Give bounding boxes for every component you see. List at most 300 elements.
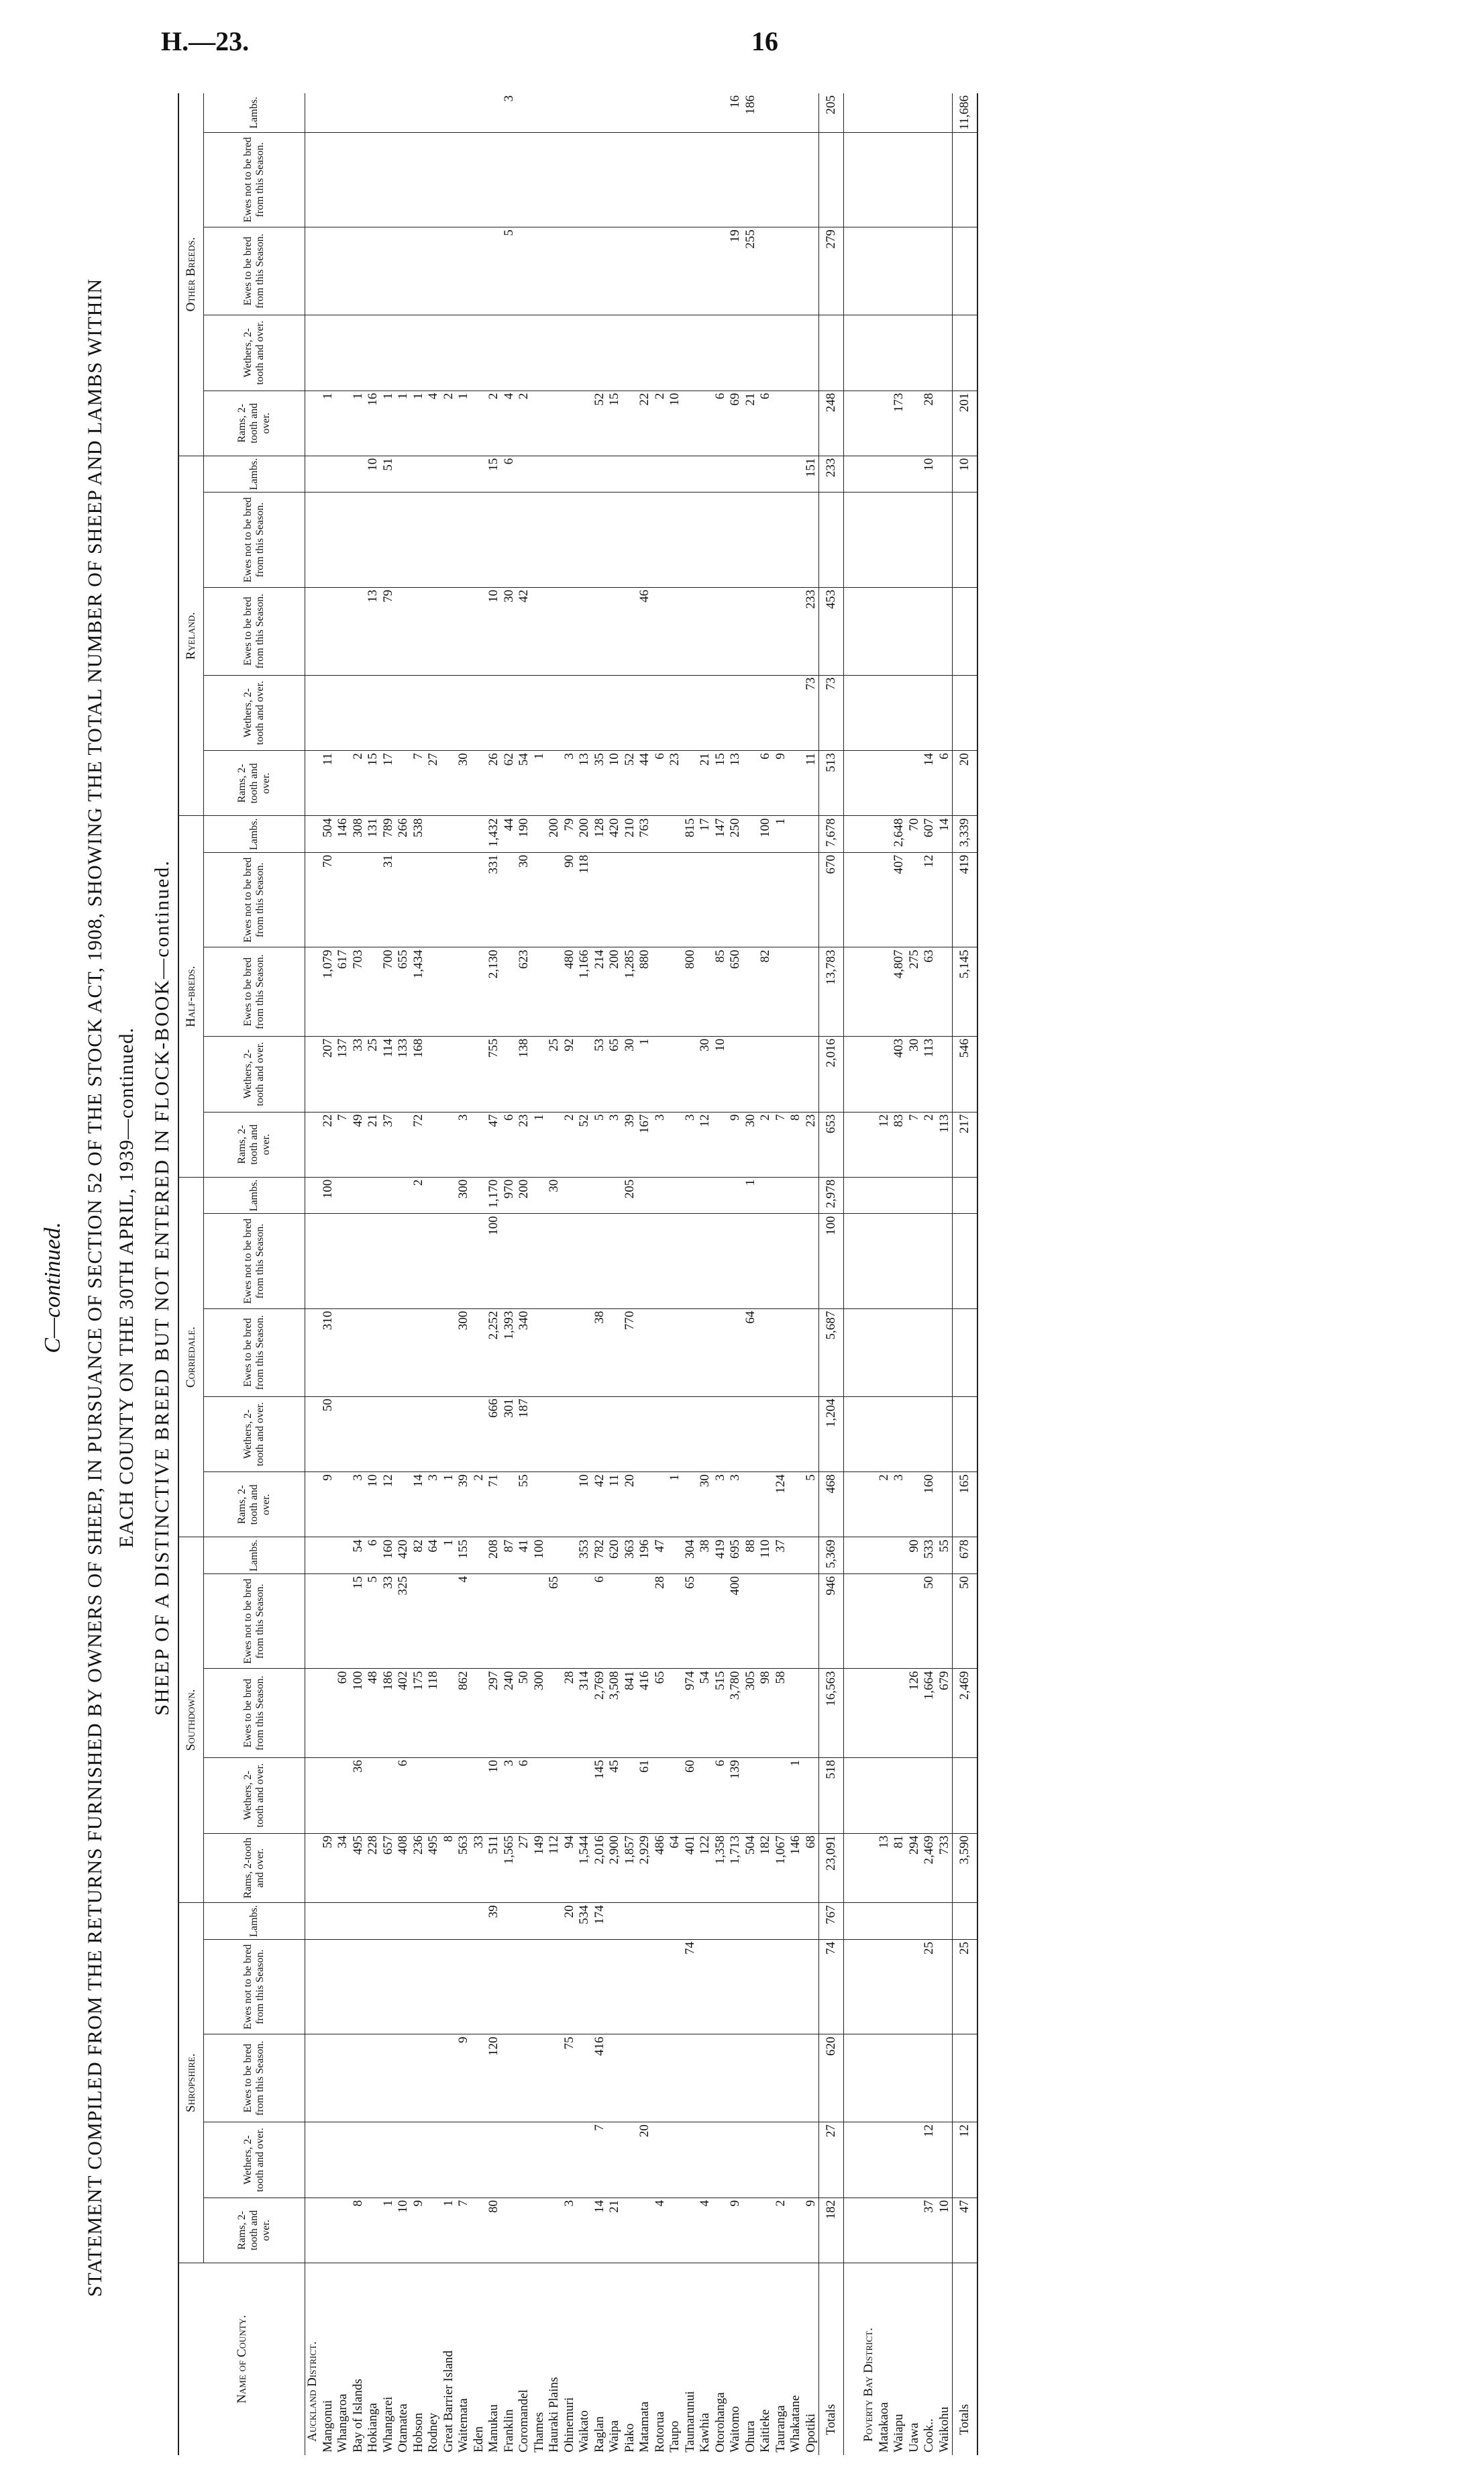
value-cell	[335, 1177, 351, 1214]
value-cell	[321, 1669, 336, 1757]
value-cell	[607, 1177, 623, 1214]
value-cell	[804, 1308, 819, 1396]
empty-cell	[305, 132, 321, 227]
value-cell	[351, 227, 366, 315]
value-cell	[937, 675, 953, 751]
value-cell: 1,544	[577, 1833, 592, 1903]
value-cell	[788, 1308, 804, 1396]
total-cell: 182	[819, 2197, 844, 2263]
spacer-cell	[844, 1214, 862, 1308]
value-cell	[472, 1036, 487, 1112]
value-cell	[892, 675, 907, 751]
empty-cell	[305, 587, 321, 675]
value-cell	[547, 2197, 562, 2263]
table-row	[607, 93, 623, 2455]
value-cell	[426, 1939, 441, 2034]
value-cell: 1	[396, 391, 411, 456]
value-cell	[547, 315, 562, 391]
value-cell	[335, 587, 351, 675]
value-cell	[668, 493, 683, 587]
value-cell	[623, 1757, 638, 1833]
value-cell	[472, 1396, 487, 1472]
value-cell	[668, 587, 683, 675]
value-cell	[937, 132, 953, 227]
value-cell	[562, 1214, 578, 1308]
value-cell	[937, 1308, 953, 1396]
value-cell	[683, 1903, 698, 1940]
value-cell	[517, 227, 532, 315]
column-subheader: Ewes not to be bred from this Season.	[204, 493, 305, 587]
value-cell	[351, 456, 366, 493]
county-name: Tauranga	[773, 2405, 788, 2452]
value-cell	[743, 1939, 759, 2034]
page-header	[161, 25, 1402, 66]
value-cell	[366, 93, 381, 132]
value-cell: 700	[381, 947, 396, 1036]
value-cell: 23	[668, 751, 683, 816]
caption-line-2: EACH COUNTY ON THE 30TH APRIL, 1939—continued.	[115, 1027, 138, 1548]
value-cell	[472, 853, 487, 947]
value-cell: 30	[547, 1177, 562, 1214]
value-cell	[472, 751, 487, 816]
value-cell	[668, 1308, 683, 1396]
value-cell: 38	[698, 1537, 713, 1574]
column-subheader: Rams, 2-tooth and over.	[204, 2197, 305, 2263]
value-cell	[758, 587, 774, 675]
value-cell	[532, 853, 547, 947]
value-cell	[592, 456, 608, 493]
value-cell	[411, 1308, 427, 1396]
value-cell	[698, 1573, 713, 1668]
value-cell: 14	[592, 2197, 608, 2263]
value-cell	[502, 315, 517, 391]
value-cell	[743, 1757, 759, 1833]
value-cell: 3	[683, 1112, 698, 1177]
value-cell	[774, 1214, 789, 1308]
value-cell: 50	[922, 1573, 937, 1668]
value-cell	[562, 1308, 578, 1396]
table-row	[381, 93, 396, 2455]
spacer-cell	[844, 2197, 862, 2263]
value-cell: 30	[456, 751, 472, 816]
value-cell	[804, 1573, 819, 1668]
value-cell	[441, 1214, 457, 1308]
value-cell: 300	[456, 1308, 472, 1396]
value-cell	[335, 315, 351, 391]
value-cell: 149	[532, 1833, 547, 1903]
value-cell	[877, 947, 892, 1036]
value-cell	[562, 1939, 578, 2034]
value-cell: 331	[486, 853, 502, 947]
value-cell: 30	[502, 587, 517, 675]
value-cell: 52	[592, 391, 608, 456]
value-cell	[456, 227, 472, 315]
value-cell	[892, 2034, 907, 2122]
county-name: Matamata	[637, 2401, 651, 2452]
value-cell	[351, 1939, 366, 2034]
value-cell	[547, 493, 562, 587]
value-cell: 3,780	[728, 1669, 743, 1757]
value-cell	[577, 93, 592, 132]
value-cell	[788, 456, 804, 493]
value-cell	[788, 1903, 804, 1940]
value-cell	[668, 816, 683, 853]
value-cell: 25	[366, 1036, 381, 1112]
value-cell: 403	[892, 1036, 907, 1112]
value-cell	[472, 2034, 487, 2122]
value-cell	[335, 675, 351, 751]
total-cell	[953, 1214, 978, 1308]
district-name: Poverty Bay District.	[861, 2328, 876, 2442]
value-cell	[637, 1472, 653, 1537]
value-cell	[486, 1939, 502, 2034]
value-cell	[758, 1757, 774, 1833]
value-cell: 34	[335, 1833, 351, 1903]
value-cell	[381, 675, 396, 751]
column-subheader: Lambs.	[204, 1537, 305, 1574]
value-cell	[592, 1177, 608, 1214]
total-cell: 546	[953, 1036, 978, 1112]
value-cell: 17	[381, 751, 396, 816]
table-row	[532, 93, 547, 2455]
spacer-cell	[844, 1396, 862, 1472]
value-cell: 118	[426, 1669, 441, 1757]
value-cell	[577, 1573, 592, 1668]
value-cell: 970	[502, 1177, 517, 1214]
value-cell	[351, 587, 366, 675]
total-cell: 11,686	[953, 93, 978, 132]
value-cell	[607, 675, 623, 751]
spacer-cell	[844, 853, 862, 947]
value-cell	[381, 2122, 396, 2198]
value-cell	[877, 315, 892, 391]
value-cell	[456, 853, 472, 947]
value-cell	[788, 947, 804, 1036]
value-cell	[683, 1472, 698, 1537]
county-name: Waikohu	[937, 2406, 951, 2452]
value-cell	[892, 315, 907, 391]
value-cell	[456, 1396, 472, 1472]
value-cell: 61	[637, 1757, 653, 1833]
value-cell	[653, 1308, 668, 1396]
breed-header: Ryeland.	[178, 456, 204, 816]
value-cell	[486, 93, 502, 132]
value-cell	[381, 1757, 396, 1833]
value-cell	[713, 587, 729, 675]
value-cell: 755	[486, 1036, 502, 1112]
value-cell: 308	[351, 816, 366, 853]
value-cell	[381, 1177, 396, 1214]
value-cell	[698, 391, 713, 456]
value-cell	[804, 132, 819, 227]
value-cell: 33	[381, 1573, 396, 1668]
value-cell: 9	[728, 1112, 743, 1177]
value-cell	[517, 1939, 532, 2034]
value-cell: 1	[637, 1036, 653, 1112]
empty-cell	[861, 816, 877, 853]
value-cell: 310	[321, 1308, 336, 1396]
value-cell	[698, 587, 713, 675]
value-cell: 4	[698, 2197, 713, 2263]
value-cell	[517, 1573, 532, 1668]
value-cell	[562, 391, 578, 456]
value-cell	[683, 1308, 698, 1396]
value-cell	[728, 456, 743, 493]
value-cell	[517, 2197, 532, 2263]
value-cell: 33	[472, 1833, 487, 1903]
value-cell	[381, 1396, 396, 1472]
value-cell: 65	[683, 1573, 698, 1668]
value-cell	[743, 2197, 759, 2263]
value-cell	[653, 1472, 668, 1537]
value-cell	[804, 816, 819, 853]
value-cell: 9	[774, 751, 789, 816]
value-cell	[758, 1939, 774, 2034]
value-cell	[441, 816, 457, 853]
value-cell	[486, 675, 502, 751]
value-cell	[547, 947, 562, 1036]
value-cell	[577, 1177, 592, 1214]
value-cell	[728, 587, 743, 675]
value-cell	[547, 227, 562, 315]
value-cell: 2	[517, 391, 532, 456]
value-cell	[472, 1573, 487, 1668]
value-cell	[486, 227, 502, 315]
spacer-cell	[844, 1669, 862, 1757]
value-cell	[517, 315, 532, 391]
total-cell	[819, 315, 844, 391]
value-cell	[623, 456, 638, 493]
value-cell	[517, 675, 532, 751]
value-cell	[456, 1036, 472, 1112]
value-cell: 128	[592, 816, 608, 853]
county-name: Waikato	[577, 2410, 591, 2452]
value-cell: 20	[623, 1472, 638, 1537]
value-cell: 21	[698, 751, 713, 816]
value-cell	[892, 132, 907, 227]
value-cell	[441, 1573, 457, 1668]
table-row	[758, 93, 774, 2455]
value-cell: 1	[532, 751, 547, 816]
value-cell: 3	[562, 2197, 578, 2263]
value-cell	[502, 2122, 517, 2198]
value-cell: 408	[396, 1833, 411, 1903]
empty-cell	[861, 2197, 877, 2263]
value-cell: 94	[562, 1833, 578, 1903]
value-cell	[907, 132, 922, 227]
empty-cell	[305, 1036, 321, 1112]
page-reference: H.—23.	[161, 26, 250, 56]
empty-cell	[305, 391, 321, 456]
county-name: Rotorua	[652, 2411, 667, 2452]
value-cell	[532, 1214, 547, 1308]
value-cell: 420	[396, 1537, 411, 1574]
value-cell: 190	[517, 816, 532, 853]
value-cell: 187	[517, 1396, 532, 1472]
county-name: Waitomo	[728, 2406, 742, 2452]
value-cell	[411, 1939, 427, 2034]
value-cell	[668, 315, 683, 391]
county-name: Hokianga	[366, 2403, 380, 2452]
value-cell	[698, 675, 713, 751]
value-cell	[698, 1214, 713, 1308]
value-cell: 63	[922, 947, 937, 1036]
value-cell	[592, 132, 608, 227]
value-cell: 60	[683, 1757, 698, 1833]
value-cell: 233	[804, 587, 819, 675]
value-cell	[788, 1177, 804, 1214]
value-cell	[472, 2122, 487, 2198]
value-cell	[607, 587, 623, 675]
spacer-cell	[844, 1939, 862, 2034]
value-cell	[517, 1214, 532, 1308]
value-cell	[758, 1573, 774, 1668]
value-cell	[668, 227, 683, 315]
county-name: Bay of Islands	[350, 2379, 365, 2452]
value-cell	[486, 1573, 502, 1668]
value-cell: 504	[321, 816, 336, 853]
value-cell	[743, 1396, 759, 1472]
spacer-cell	[844, 1573, 862, 1668]
value-cell	[547, 93, 562, 132]
value-cell	[456, 1939, 472, 2034]
value-cell	[804, 947, 819, 1036]
value-cell: 480	[562, 947, 578, 1036]
value-cell	[502, 493, 517, 587]
value-cell	[335, 1757, 351, 1833]
value-cell: 20	[637, 2122, 653, 2198]
value-cell: 71	[486, 1472, 502, 1537]
value-cell	[441, 93, 457, 132]
value-cell	[937, 1214, 953, 1308]
value-cell	[804, 227, 819, 315]
value-cell	[653, 227, 668, 315]
value-cell	[937, 2034, 953, 2122]
value-cell	[396, 1939, 411, 2034]
column-subheader: Wethers, 2-tooth and over.	[204, 675, 305, 751]
column-subheader: Ewes not to be bred from this Season.	[204, 1214, 305, 1308]
total-cell: 513	[819, 751, 844, 816]
value-cell	[547, 1669, 562, 1757]
value-cell	[472, 1669, 487, 1757]
value-cell: 2,130	[486, 947, 502, 1036]
value-cell: 6	[517, 1757, 532, 1833]
value-cell	[907, 1308, 922, 1396]
total-cell: 100	[819, 1214, 844, 1308]
value-cell	[381, 493, 396, 587]
value-cell	[937, 947, 953, 1036]
value-cell	[892, 1308, 907, 1396]
value-cell	[907, 1573, 922, 1668]
value-cell	[366, 493, 381, 587]
value-cell	[472, 456, 487, 493]
value-cell	[698, 493, 713, 587]
value-cell	[683, 853, 698, 947]
total-cell: 165	[953, 1472, 978, 1537]
value-cell	[892, 227, 907, 315]
value-cell: 10	[713, 1036, 729, 1112]
value-cell: 763	[637, 816, 653, 853]
total-cell	[953, 493, 978, 587]
value-cell: 35	[592, 751, 608, 816]
empty-cell	[305, 315, 321, 391]
value-cell	[758, 1214, 774, 1308]
value-cell	[788, 2122, 804, 2198]
value-cell: 131	[366, 816, 381, 853]
empty-cell	[861, 493, 877, 587]
value-cell	[637, 1308, 653, 1396]
value-cell	[743, 2122, 759, 2198]
county-name: Great Barrier Island	[441, 2350, 456, 2452]
value-cell	[366, 947, 381, 1036]
value-cell	[877, 2034, 892, 2122]
value-cell: 2,016	[592, 1833, 608, 1903]
spacer-cell	[844, 751, 862, 816]
total-cell: 620	[819, 2034, 844, 2122]
county-name: Mangonui	[320, 2399, 335, 2452]
value-cell	[335, 2034, 351, 2122]
district-name: Auckland District.	[305, 2341, 319, 2442]
value-cell	[532, 1573, 547, 1668]
value-cell	[774, 675, 789, 751]
value-cell	[922, 1757, 937, 1833]
value-cell	[623, 1939, 638, 2034]
value-cell	[637, 1939, 653, 2034]
value-cell	[668, 2034, 683, 2122]
total-cell: 10	[953, 456, 978, 493]
value-cell	[351, 1308, 366, 1396]
value-cell: 62	[502, 751, 517, 816]
value-cell	[937, 1939, 953, 2034]
total-cell: 217	[953, 1112, 978, 1177]
value-cell	[683, 587, 698, 675]
value-cell	[713, 2034, 729, 2122]
value-cell: 10	[937, 2197, 953, 2263]
value-cell: 26	[486, 751, 502, 816]
total-cell: 201	[953, 391, 978, 456]
value-cell	[532, 587, 547, 675]
value-cell: 59	[321, 1833, 336, 1903]
value-cell	[728, 2034, 743, 2122]
value-cell: 534	[577, 1903, 592, 1940]
value-cell	[653, 1396, 668, 1472]
value-cell	[892, 493, 907, 587]
value-cell	[426, 2034, 441, 2122]
value-cell: 2,252	[486, 1308, 502, 1396]
value-cell: 100	[321, 1177, 336, 1214]
value-cell	[788, 751, 804, 816]
table-row	[788, 93, 804, 2455]
value-cell	[758, 1472, 774, 1537]
value-cell	[411, 132, 427, 227]
value-cell	[653, 947, 668, 1036]
value-cell: 65	[653, 1669, 668, 1757]
value-cell	[698, 2122, 713, 2198]
caption-line-1: STATEMENT COMPILED FROM THE RETURNS FURNISHED BY OWNERS OF SHEEP, IN PURSUANCE OF SECTION 52 OF THE STOCK ACT, 1908, SHOWING THE TOTAL NUMBER OF SHEEP AND LAMBS WITHIN	[84, 278, 106, 2297]
value-cell	[922, 93, 937, 132]
spacer-cell	[844, 1833, 862, 1903]
value-cell	[653, 675, 668, 751]
value-cell: 2	[877, 1472, 892, 1537]
value-cell	[472, 1757, 487, 1833]
value-cell	[441, 456, 457, 493]
value-cell	[937, 1036, 953, 1112]
value-cell	[877, 751, 892, 816]
value-cell	[441, 751, 457, 816]
table-row	[774, 93, 789, 2455]
value-cell: 401	[683, 1833, 698, 1903]
spacer-cell	[844, 1112, 862, 1177]
